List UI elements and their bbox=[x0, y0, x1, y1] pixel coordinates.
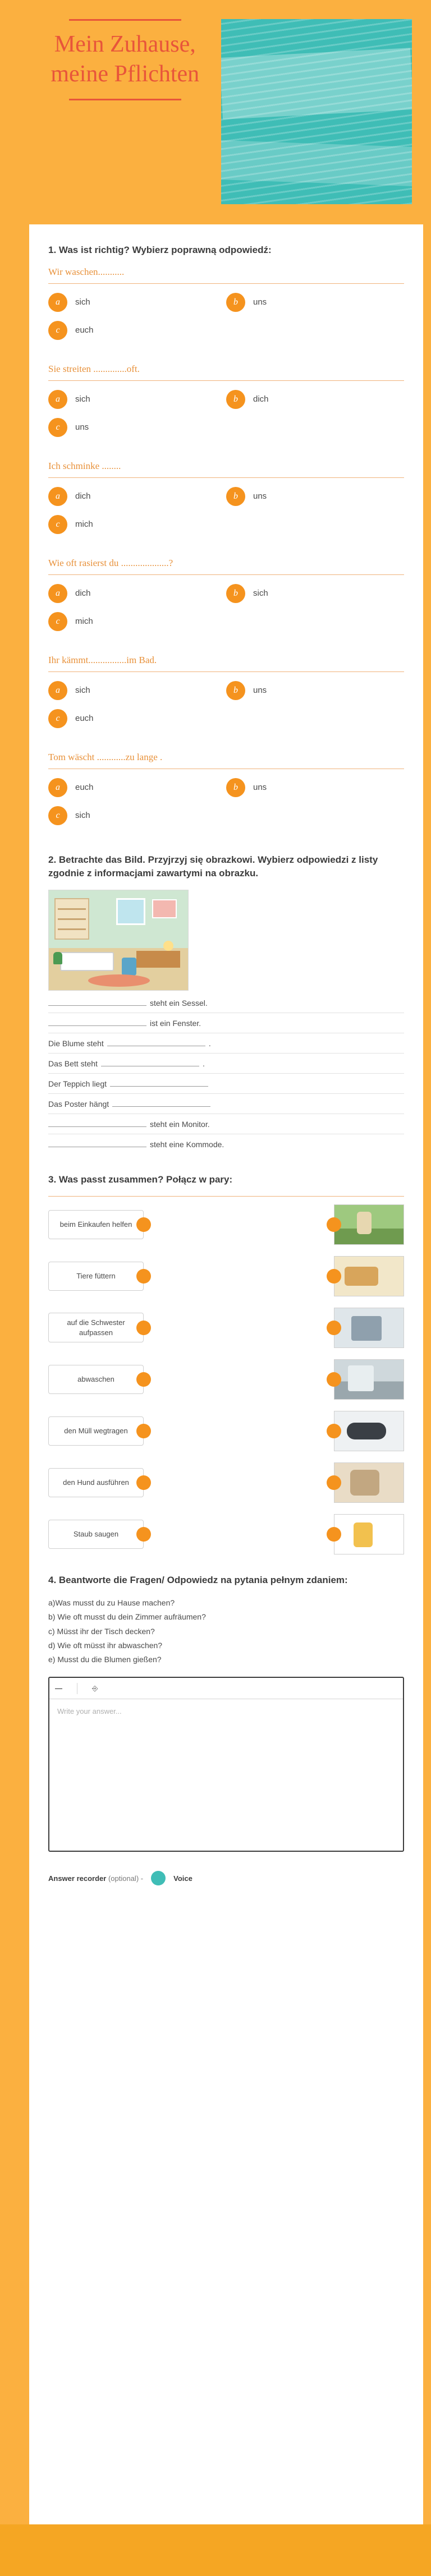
match-connector-left[interactable] bbox=[136, 1475, 151, 1490]
question-prompt: Sie streiten ..............oft. bbox=[48, 364, 404, 381]
question-3-heading: 3. Was passt zusammen? Połącz w pary: bbox=[48, 1174, 233, 1185]
cat-eating-photo[interactable] bbox=[334, 1256, 404, 1296]
match-row bbox=[48, 1411, 404, 1451]
answer-option-a[interactable] bbox=[48, 293, 226, 312]
question-prompt: Ihr kämmt................im Bad. bbox=[48, 655, 404, 672]
answer-options bbox=[48, 487, 404, 543]
answer-option-c[interactable] bbox=[48, 418, 226, 437]
answer-option-a[interactable] bbox=[48, 778, 226, 797]
option-label: sich bbox=[75, 297, 90, 307]
question-4-section bbox=[29, 1574, 423, 1886]
question-4-item-a: a)Was musst du zu Hause machen? bbox=[48, 1598, 175, 1608]
title-divider-top bbox=[69, 19, 181, 21]
option-key-bubble: b bbox=[226, 390, 245, 409]
answer-options bbox=[48, 778, 404, 834]
left-margin-band bbox=[0, 0, 29, 2524]
page-title: Mein Zuhause, meine Pflichten bbox=[51, 31, 200, 87]
editor-toolbar bbox=[49, 1678, 403, 1699]
plant-shape bbox=[53, 952, 62, 964]
child-with-baby-photo[interactable] bbox=[334, 1462, 404, 1503]
option-key-bubble: b bbox=[226, 778, 245, 797]
row-text-after: steht eine Kommode. bbox=[150, 1139, 224, 1149]
question-prompt: Tom wäscht ............zu lange . bbox=[48, 752, 404, 769]
answer-blank[interactable] bbox=[48, 1119, 146, 1127]
option-key-bubble: a bbox=[48, 293, 67, 312]
row-text-before: Die Blume steht bbox=[48, 1038, 104, 1048]
lamp-shape bbox=[163, 941, 173, 951]
match-label-card[interactable]: abwaschen bbox=[48, 1365, 144, 1394]
match-connector-right[interactable] bbox=[327, 1217, 341, 1232]
row-text-after: ist ein Fenster. bbox=[150, 1018, 201, 1028]
match-label-card[interactable]: beim Einkaufen helfen bbox=[48, 1210, 144, 1239]
option-label: sich bbox=[253, 588, 268, 599]
question-2-section bbox=[29, 853, 423, 1154]
answer-option-b[interactable] bbox=[226, 584, 404, 603]
question-2-heading: 2. Betrachte das Bild. Przyjrzyj się obrazkowi. Wybierz odpowiedzi z listy zgodnie z informacjami zawartymi na obrazku. bbox=[48, 854, 378, 879]
option-label: euch bbox=[75, 325, 94, 335]
record-button[interactable] bbox=[151, 1871, 166, 1885]
row-text-before: Der Teppich liegt bbox=[48, 1079, 107, 1088]
question-4-item-e: e) Musst du die Blumen gießen? bbox=[48, 1654, 162, 1664]
row-text-before: Das Poster hängt bbox=[48, 1099, 109, 1108]
answer-textarea[interactable]: Write your answer... bbox=[57, 1707, 122, 1716]
answer-option-c[interactable] bbox=[48, 321, 226, 340]
option-label: dich bbox=[253, 394, 269, 404]
answer-blank[interactable] bbox=[110, 1079, 208, 1087]
question-1-item bbox=[48, 558, 404, 640]
answer-editor[interactable] bbox=[48, 1677, 404, 1852]
option-label: sich bbox=[75, 811, 90, 821]
match-connector-right[interactable] bbox=[327, 1475, 341, 1490]
answer-options bbox=[48, 293, 404, 349]
option-key-bubble: b bbox=[226, 293, 245, 312]
answer-option-a[interactable] bbox=[48, 390, 226, 409]
match-connector-left[interactable] bbox=[136, 1321, 151, 1335]
question-prompt: Wir waschen........... bbox=[48, 266, 404, 284]
match-row bbox=[48, 1359, 404, 1400]
match-connector-left[interactable] bbox=[136, 1217, 151, 1232]
question-4-item-b: b) Wie oft musst du dein Zimmer aufräumen? bbox=[48, 1612, 206, 1622]
match-label-card[interactable]: den Hund ausführen bbox=[48, 1468, 144, 1497]
match-connector-right[interactable] bbox=[327, 1424, 341, 1438]
option-key-bubble: a bbox=[48, 681, 67, 700]
question-1-item bbox=[48, 752, 404, 834]
title-divider-bottom bbox=[69, 99, 181, 100]
answer-option-a[interactable] bbox=[48, 584, 226, 603]
bed-shape bbox=[60, 952, 114, 971]
option-label: sich bbox=[75, 394, 90, 404]
row-text-after: . bbox=[202, 1059, 205, 1068]
voice-label: Voice bbox=[173, 1874, 192, 1883]
shelf-line bbox=[58, 908, 86, 910]
answer-blank[interactable] bbox=[107, 1038, 205, 1046]
shelf-line bbox=[58, 918, 86, 920]
answer-option-b[interactable] bbox=[226, 390, 404, 409]
answer-option-a[interactable] bbox=[48, 681, 226, 700]
match-label-card[interactable]: Tiere füttern bbox=[48, 1262, 144, 1291]
question-1-item bbox=[48, 461, 404, 543]
option-label: euch bbox=[75, 783, 94, 793]
option-label: dich bbox=[75, 491, 91, 502]
fill-row[interactable] bbox=[48, 1054, 404, 1074]
match-connector-right[interactable] bbox=[327, 1372, 341, 1387]
option-key-bubble: b bbox=[226, 584, 245, 603]
row-text-after: steht ein Sessel. bbox=[150, 998, 208, 1008]
matching-list bbox=[48, 1204, 404, 1554]
dishes-sink-photo[interactable] bbox=[334, 1359, 404, 1400]
option-key-bubble: b bbox=[226, 487, 245, 506]
shopping-cart-photo[interactable] bbox=[334, 1308, 404, 1348]
room-illustration bbox=[48, 890, 189, 991]
answer-option-a[interactable] bbox=[48, 487, 226, 506]
option-label: uns bbox=[75, 422, 89, 433]
family-outdoors-photo[interactable] bbox=[334, 1204, 404, 1245]
section-divider bbox=[48, 1196, 404, 1197]
question-1-heading: 1. Was ist richtig? Wybierz poprawną odpowiedź: bbox=[48, 245, 272, 255]
header-illustration bbox=[221, 19, 412, 204]
answer-blank[interactable] bbox=[101, 1059, 199, 1066]
match-connector-left[interactable] bbox=[136, 1424, 151, 1438]
answer-blank[interactable] bbox=[48, 1018, 146, 1026]
fill-row[interactable] bbox=[48, 1074, 404, 1094]
option-key-bubble: c bbox=[48, 709, 67, 728]
option-label: euch bbox=[75, 714, 94, 724]
match-connector-left[interactable] bbox=[136, 1372, 151, 1387]
option-key-bubble: a bbox=[48, 778, 67, 797]
rug-shape bbox=[88, 974, 150, 987]
option-key-bubble: a bbox=[48, 487, 67, 506]
option-key-bubble: a bbox=[48, 584, 67, 603]
answer-option-b[interactable] bbox=[226, 293, 404, 312]
match-connector-left[interactable] bbox=[136, 1269, 151, 1284]
match-row bbox=[48, 1204, 404, 1245]
match-row bbox=[48, 1256, 404, 1296]
answer-blank[interactable] bbox=[48, 998, 146, 1006]
link-icon[interactable]: ⎆ bbox=[92, 1683, 98, 1692]
walking-dog-illustration[interactable] bbox=[334, 1514, 404, 1554]
desk-shape bbox=[136, 951, 180, 968]
row-text-after: steht ein Monitor. bbox=[150, 1119, 210, 1129]
option-key-bubble: a bbox=[48, 390, 67, 409]
row-text-after: . bbox=[208, 1038, 211, 1048]
option-key-bubble: c bbox=[48, 321, 67, 340]
chair-shape bbox=[122, 958, 136, 976]
option-label: uns bbox=[253, 686, 267, 696]
answer-option-b[interactable] bbox=[226, 778, 404, 797]
option-label: mich bbox=[75, 519, 93, 530]
match-row bbox=[48, 1514, 404, 1554]
question-4-item-c: c) Müsst ihr der Tisch decken? bbox=[48, 1626, 155, 1636]
question-1-item bbox=[48, 655, 404, 737]
match-connector-right[interactable] bbox=[327, 1321, 341, 1335]
vacuum-cleaner-photo[interactable] bbox=[334, 1411, 404, 1451]
match-row bbox=[48, 1462, 404, 1503]
option-label: mich bbox=[75, 617, 93, 627]
answer-recorder bbox=[48, 1871, 404, 1885]
option-label: uns bbox=[253, 297, 267, 307]
question-4-item-d: d) Wie oft müsst ihr abwaschen? bbox=[48, 1640, 163, 1650]
shelf-line bbox=[58, 928, 86, 930]
option-key-bubble: c bbox=[48, 418, 67, 437]
answer-options bbox=[48, 584, 404, 640]
recorder-label-text: Answer recorder bbox=[48, 1874, 107, 1883]
text-format-icon[interactable]: — bbox=[55, 1684, 62, 1693]
title-block bbox=[29, 0, 221, 109]
fill-row[interactable] bbox=[48, 1094, 404, 1114]
option-key-bubble: c bbox=[48, 515, 67, 534]
recorder-optional-text: (optional) bbox=[108, 1874, 139, 1883]
header-illustration-stripes bbox=[221, 19, 412, 204]
answer-options bbox=[48, 681, 404, 737]
fill-row[interactable] bbox=[48, 1033, 404, 1054]
option-label: uns bbox=[253, 783, 267, 793]
match-label-card[interactable]: auf die Schwester aufpassen bbox=[48, 1313, 144, 1342]
question-1-item bbox=[48, 364, 404, 446]
match-label-card[interactable]: Staub saugen bbox=[48, 1520, 144, 1549]
answer-option-c[interactable] bbox=[48, 515, 226, 534]
match-connector-right[interactable] bbox=[327, 1269, 341, 1284]
question-prompt: Wie oft rasierst du ....................? bbox=[48, 558, 404, 575]
fill-row[interactable] bbox=[48, 1114, 404, 1134]
question-2-fill-rows bbox=[48, 993, 404, 1154]
answer-option-b[interactable] bbox=[226, 487, 404, 506]
option-key-bubble: b bbox=[226, 681, 245, 700]
fill-row[interactable] bbox=[48, 1013, 404, 1033]
answer-option-c[interactable] bbox=[48, 709, 226, 728]
option-key-bubble: c bbox=[48, 612, 67, 631]
recorder-label bbox=[48, 1874, 143, 1883]
answer-options bbox=[48, 390, 404, 446]
answer-option-b[interactable] bbox=[226, 681, 404, 700]
option-label: dich bbox=[75, 588, 91, 599]
fill-row[interactable] bbox=[48, 993, 404, 1013]
question-1-section bbox=[29, 243, 423, 834]
fill-row[interactable] bbox=[48, 1134, 404, 1154]
poster-shape bbox=[152, 899, 177, 918]
window-shape bbox=[116, 898, 145, 925]
row-text-before: Das Bett steht bbox=[48, 1059, 98, 1068]
worksheet-content bbox=[29, 0, 423, 2524]
bookshelf-shape bbox=[54, 898, 89, 940]
right-margin-band bbox=[423, 0, 431, 2524]
question-1-item bbox=[48, 266, 404, 349]
match-connector-left[interactable] bbox=[136, 1527, 151, 1542]
recorder-dash: - bbox=[140, 1874, 144, 1883]
question-4-list bbox=[48, 1596, 404, 1667]
option-label: sich bbox=[75, 686, 90, 696]
worksheet-header bbox=[29, 0, 423, 224]
answer-blank[interactable] bbox=[112, 1099, 210, 1107]
question-4-heading: 4. Beantworte die Fragen/ Odpowiedz na pytania pełnym zdaniem: bbox=[48, 1574, 348, 1585]
match-row bbox=[48, 1308, 404, 1348]
option-key-bubble: c bbox=[48, 806, 67, 825]
answer-option-c[interactable] bbox=[48, 806, 226, 825]
question-prompt: Ich schminke ........ bbox=[48, 461, 404, 478]
answer-option-c[interactable] bbox=[48, 612, 226, 631]
option-label: uns bbox=[253, 491, 267, 502]
match-connector-right[interactable] bbox=[327, 1527, 341, 1542]
answer-blank[interactable] bbox=[48, 1139, 146, 1147]
match-label-card[interactable]: den Müll wegtragen bbox=[48, 1416, 144, 1446]
question-3-section bbox=[29, 1173, 423, 1554]
